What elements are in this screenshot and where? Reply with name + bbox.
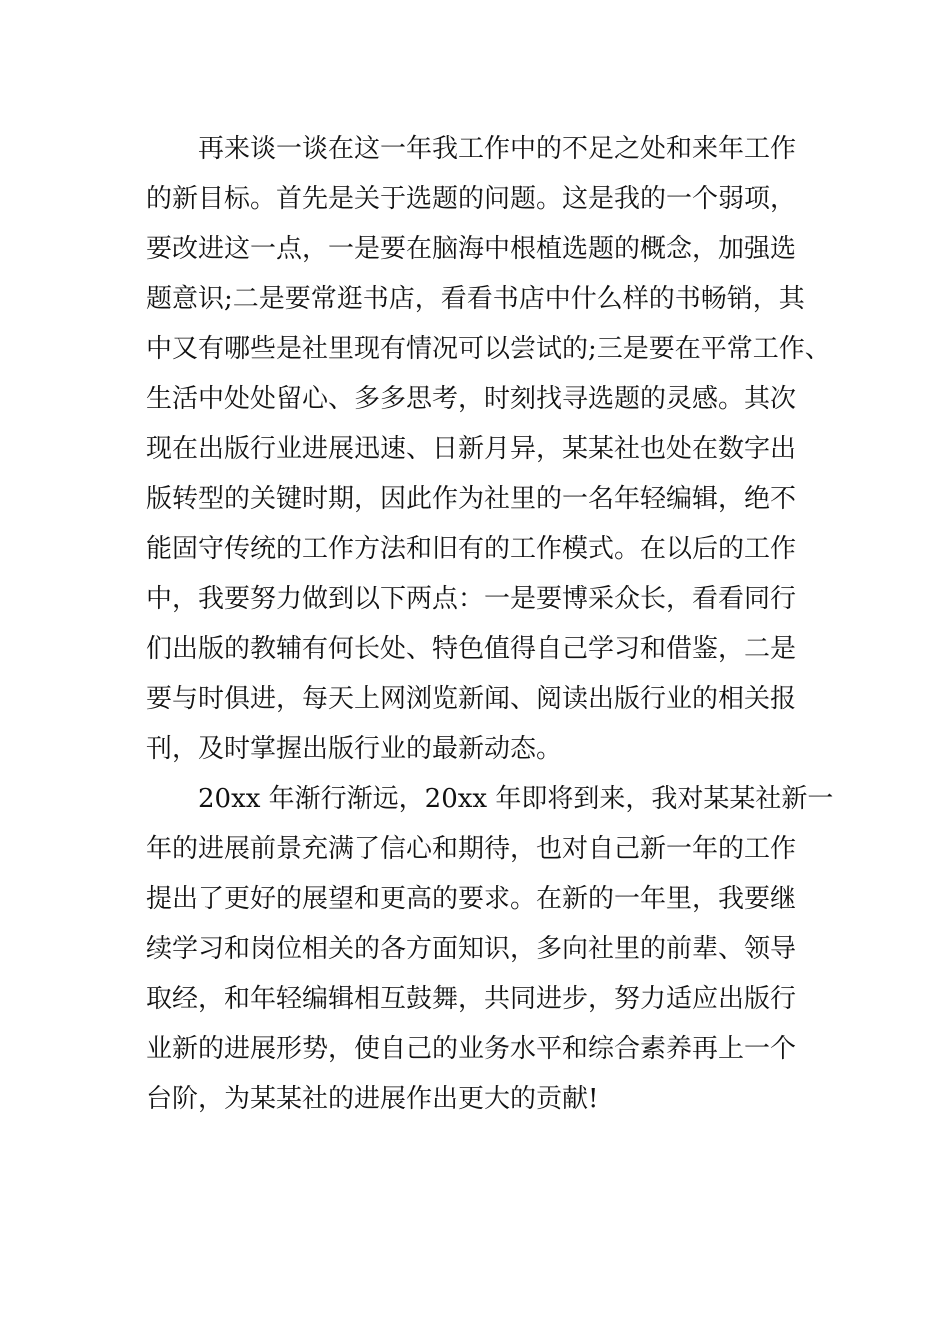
- text-line: 题意识;二是要常逛书店，看看书店中什么样的书畅销，其: [146, 284, 805, 314]
- text-line: 要改进这一点，一是要在脑海中根植选题的概念，加强选: [146, 234, 797, 264]
- text-line: 们出版的教辅有何长处、特色值得自己学习和借鉴，二是: [146, 634, 797, 664]
- text-line: 能固守传统的工作方法和旧有的工作模式。在以后的工作: [146, 534, 797, 564]
- paragraph-2: [146, 774, 834, 1124]
- text-line: 刊，及时掌握出版行业的最新动态。: [146, 734, 563, 764]
- text-line: 再来谈一谈在这一年我工作中的不足之处和来年工作: [198, 134, 797, 164]
- document-body: [146, 124, 834, 1124]
- text-line: 台阶，为某某社的进展作出更大的贡献!: [146, 1084, 599, 1114]
- text-line: 业新的进展形势，使自己的业务水平和综合素养再上一个: [146, 1034, 797, 1064]
- text-line: 年的进展前景充满了信心和期待，也对自己新一年的工作: [146, 834, 797, 864]
- text-line: 的新目标。首先是关于选题的问题。这是我的一个弱项，: [146, 184, 797, 214]
- text-line: 提出了更好的展望和更高的要求。在新的一年里，我要继: [146, 884, 797, 914]
- text-line: 版转型的关键时期，因此作为社里的一名年轻编辑，绝不: [146, 484, 797, 514]
- paragraph-1: [146, 124, 831, 774]
- text-line: 续学习和岗位相关的各方面知识，多向社里的前辈、领导: [146, 934, 797, 964]
- text-line: 取经，和年轻编辑相互鼓舞，共同进步，努力适应出版行: [146, 984, 797, 1014]
- text-line: 中又有哪些是社里现有情况可以尝试的;三是要在平常工作、: [146, 334, 831, 364]
- text-line: 中，我要努力做到以下两点：一是要博采众长，看看同行: [146, 584, 797, 614]
- text-line: 要与时俱进，每天上网浏览新闻、阅读出版行业的相关报: [146, 684, 797, 714]
- text-line: 现在出版行业进展迅速、日新月异，某某社也处在数字出: [146, 434, 797, 464]
- text-line: 生活中处处留心、多多思考，时刻找寻选题的灵感。其次: [146, 384, 797, 414]
- text-line: 20xx 年渐行渐远，20xx 年即将到来，我对某某社新一: [198, 784, 834, 814]
